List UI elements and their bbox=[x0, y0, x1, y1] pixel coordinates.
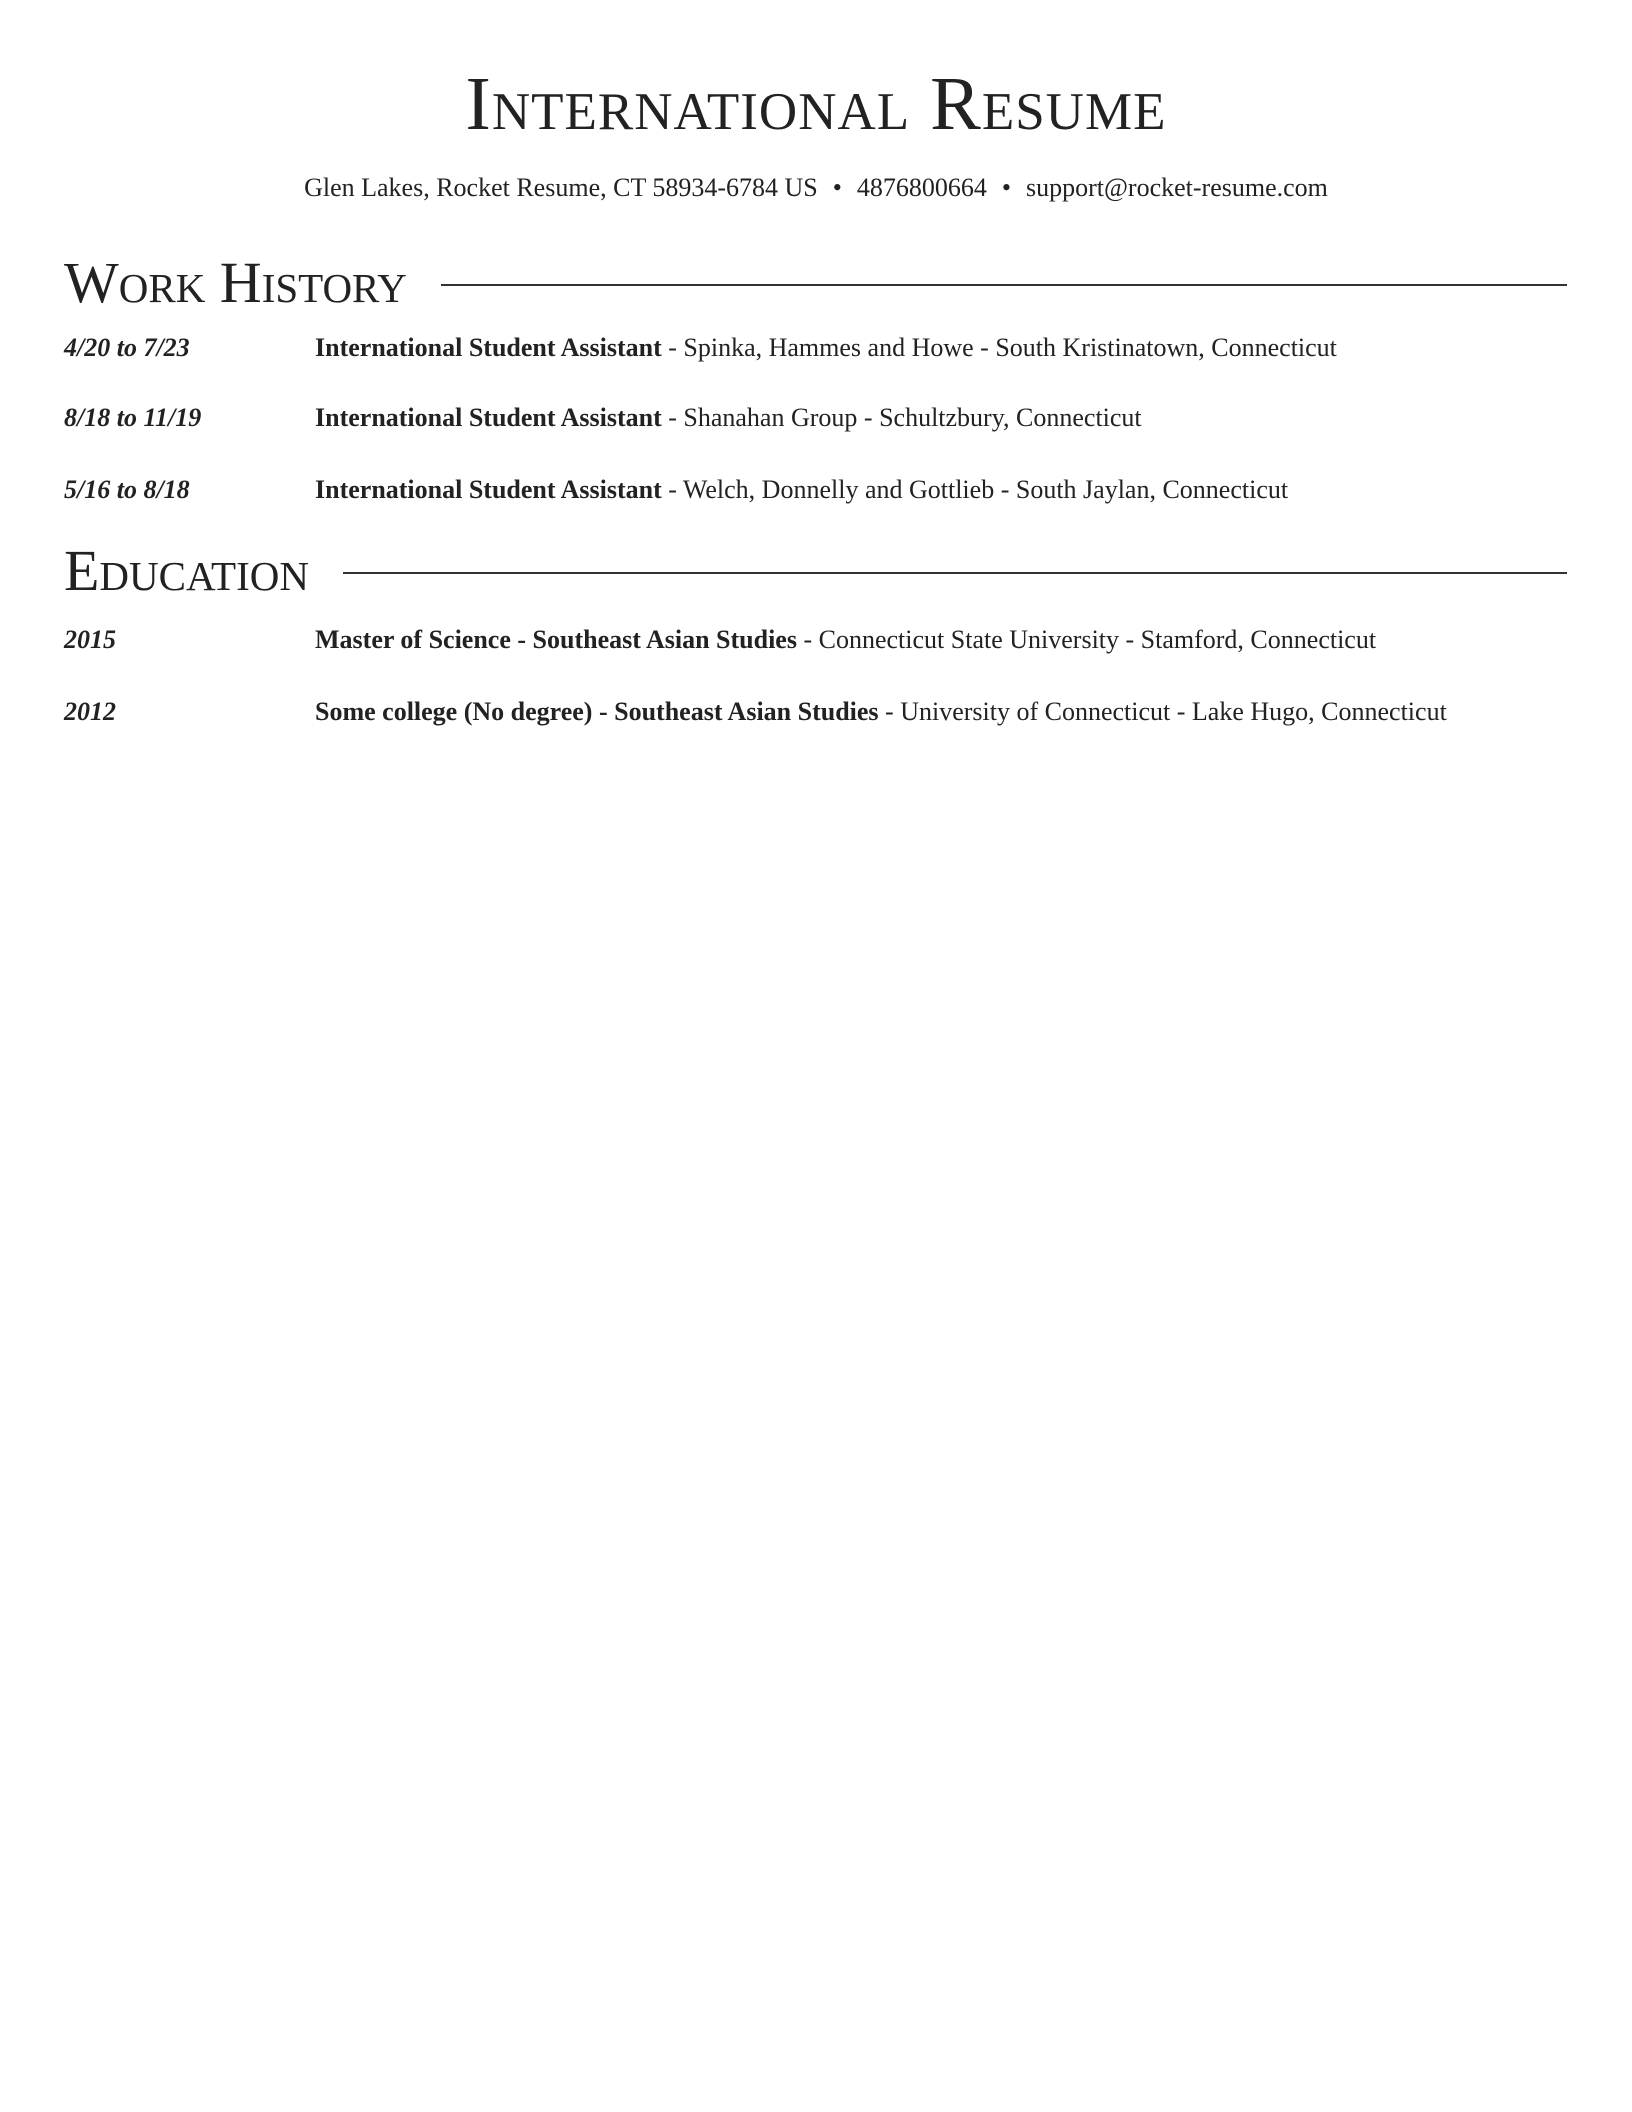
education-list bbox=[64, 624, 1568, 728]
contact-phone: 4876800664 bbox=[856, 173, 987, 202]
education-entry-date: 2012 bbox=[64, 697, 116, 726]
work-entry-title: International Student Assistant bbox=[315, 475, 662, 504]
work-entry-details: - Shanahan Group - Schultzbury, Connecticut bbox=[661, 403, 1142, 432]
section-divider bbox=[343, 572, 1567, 574]
work-history-list bbox=[64, 332, 1568, 506]
contact-address: Glen Lakes, Rocket Resume, CT 58934-6784 US bbox=[304, 173, 818, 202]
contact-email: support@rocket-resume.com bbox=[1025, 173, 1328, 202]
work-entry-title: International Student Assistant bbox=[315, 333, 662, 362]
work-history-heading bbox=[64, 250, 1568, 316]
education-entry-date: 2015 bbox=[64, 625, 116, 654]
work-entry-details: - Welch, Donnelly and Gottlieb - South Jaylan, Connecticut bbox=[661, 475, 1289, 504]
education-heading bbox=[64, 538, 1568, 604]
resume-title: International Resume bbox=[465, 62, 1167, 146]
work-entry-description bbox=[315, 402, 1568, 434]
work-entry bbox=[64, 332, 1568, 364]
education-entry-details: - Connecticut State University - Stamford, Connecticut bbox=[796, 625, 1377, 654]
work-entry-date: 5/16 to 8/18 bbox=[64, 475, 190, 504]
section-divider bbox=[441, 284, 1567, 286]
education-entry bbox=[64, 624, 1568, 656]
work-entry-date: 8/18 to 11/19 bbox=[64, 403, 202, 432]
work-entry-title: International Student Assistant bbox=[315, 403, 662, 432]
education-entry-details: - University of Connecticut - Lake Hugo, Connecticut bbox=[878, 697, 1447, 726]
education-entry-degree: Some college (No degree) - Southeast Asian Studies bbox=[315, 697, 879, 726]
work-entry-date: 4/20 to 7/23 bbox=[64, 333, 190, 362]
bullet-separator: • bbox=[832, 173, 842, 202]
work-entry bbox=[64, 402, 1568, 434]
education-entry-description bbox=[315, 696, 1568, 728]
education-entry-degree: Master of Science - Southeast Asian Studies bbox=[315, 625, 797, 654]
work-entry bbox=[64, 474, 1568, 506]
work-entry-description bbox=[315, 474, 1568, 506]
contact-line bbox=[64, 172, 1568, 204]
bullet-separator: • bbox=[1001, 173, 1011, 202]
education-heading-label: Education bbox=[64, 538, 309, 603]
education-entry-description bbox=[315, 624, 1568, 656]
work-entry-description bbox=[315, 332, 1568, 364]
work-history-heading-label: Work History bbox=[64, 250, 407, 315]
work-entry-details: - Spinka, Hammes and Howe - South Kristinatown, Connecticut bbox=[661, 333, 1337, 362]
education-entry bbox=[64, 696, 1568, 728]
